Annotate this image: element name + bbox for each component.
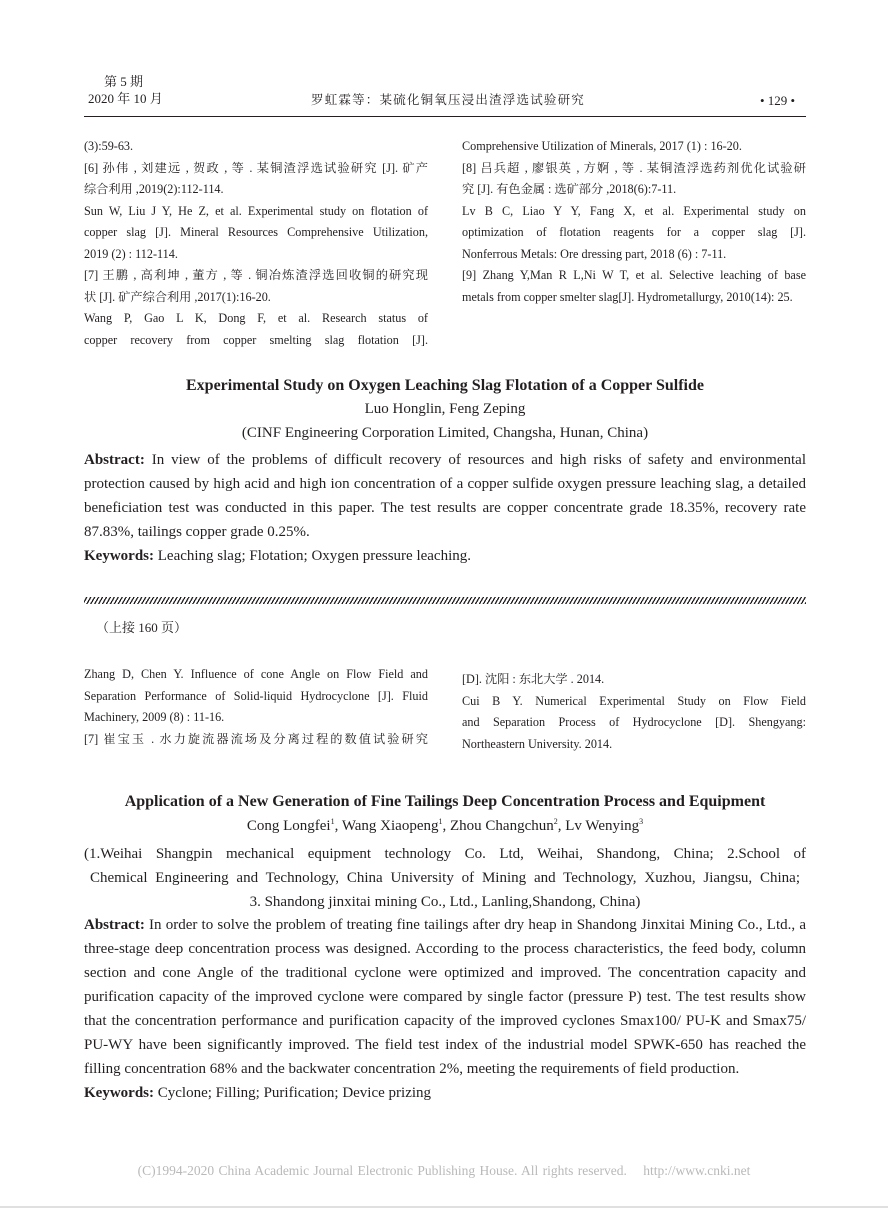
- author-name: Lv Wenying: [565, 818, 640, 834]
- author-affiliation-number: 3: [639, 817, 644, 826]
- page-number: • 129 •: [760, 93, 796, 108]
- reference-line: Lv B C, Liao Y Y, Fang X, et al. Experimental study on: [462, 203, 806, 218]
- reference-line: Nonferrous Metals: Ore dressing part, 2018 (6) : 7-11.: [462, 246, 727, 261]
- reference-line: Comprehensive Utilization of Minerals, 2017 (1) : 16-20.: [462, 139, 742, 153]
- article1-title: Experimental Study on Oxygen Leaching Slag Flotation of a Copper Sulfide: [186, 377, 704, 394]
- references-mid-right-column: [462, 669, 806, 755]
- article2-abstract-block: [84, 913, 806, 1105]
- continued-from-note: （上接 160 页）: [96, 620, 188, 635]
- reference-line: Machinery, 2009 (8) : 11-16.: [84, 710, 225, 724]
- article1-abstract: [84, 448, 806, 544]
- abstract-label: Abstract:: [84, 452, 145, 468]
- keywords-label: Keywords:: [84, 548, 154, 564]
- author-affiliation-number: 1: [330, 817, 335, 826]
- issue-number: 第 5 期: [104, 74, 144, 89]
- abstract-text: In order to solve the problem of treating fine tailings after dry heap in Shandong Jinxitai Mining Co., Ltd., a three-stage deep concentration process was designed. According to the process characteristics, the feed body, column section and cone Angle of the traditional cyclone were optimized and improved. The concentration capacity and purification capacity of the improved cyclone were compared by single factor (pressure P) test. The test results show that the concentration performance and purification capacity of the improved cyclones Smax100/ PU-K and Smax75/ PU-WY have been significantly improved. The field test index of the industrial model SPWK-650 has reached the filling concentration 68% and the backwater concentration 2%, meeting the requirements of field production.: [84, 917, 806, 1077]
- affiliation-line: (1.Weihai Shangpin mechanical equipment technology Co. Ltd, Weihai, Shandong, China; 2.School of: [84, 846, 806, 862]
- reference-line: Cui B Y. Numerical Experimental Study on Flow Field: [462, 693, 806, 708]
- reference-line: Wang P, Gao L K, Dong F, et al. Research status of: [84, 311, 428, 325]
- abstract-label: Abstract:: [84, 917, 145, 933]
- article1-keywords: [84, 544, 806, 568]
- copyright-footer: [0, 1163, 888, 1179]
- reference-line: (3):59-63.: [84, 139, 134, 153]
- reference-line: copper slag [J]. Mineral Resources Comprehensive Utilization,: [84, 225, 428, 239]
- reference-line: metals from copper smelter slag[J]. Hydrometallurgy, 2010(14): 25.: [462, 289, 793, 304]
- reference-line: 状 [J]. 矿产综合利用 ,2017(1):16-20.: [84, 289, 271, 304]
- running-title: 罗虹霖等：某硫化铜氧压浸出渣浮选试验研究: [311, 93, 586, 107]
- reference-line: and Separation Process of Hydrocyclone [D]. Shengyang:: [462, 715, 806, 729]
- reference-line: copper recovery from copper smelting slag flotation [J].: [84, 332, 428, 347]
- reference-line: Zhang D, Chen Y. Influence of cone Angle on Flow Field and: [84, 667, 428, 681]
- reference-line: [6] 孙伟 , 刘建远 , 贺政 , 等 . 某铜渣浮选试验研究 [J]. 矿产: [84, 160, 428, 175]
- abstract-text: In view of the problems of difficult recovery of resources and high risks of safety and environmental protection caused by high acid and high ion concentration of a copper sulfide oxygen pressure leaching slag, a detailed beneficiation test was conducted in this paper. The test results are copper concentrate grade 18.35%, recovery rate 87.83%, tailings copper grade 0.25%.: [84, 452, 806, 540]
- reference-line: 综合利用 ,2019(2):112-114.: [84, 182, 224, 196]
- keywords-text: Cyclone; Filling; Purification; Device prizing: [154, 1085, 432, 1101]
- references-mid-left-column: [84, 664, 428, 750]
- keywords-text: Leaching slag; Flotation; Oxygen pressure leaching.: [154, 548, 471, 564]
- reference-line: [7] 崔宝玉 . 水力旋流器流场及分离过程的数值试验研究: [84, 731, 428, 746]
- header-rule: [84, 116, 806, 117]
- reference-line: [D]. 沈阳 : 东北大学 . 2014.: [462, 672, 605, 686]
- article1-affiliation: (CINF Engineering Corporation Limited, Changsha, Hunan, China): [241, 425, 649, 441]
- affiliation-line: 3. Shandong jinxitai mining Co., Ltd., Lanling,Shandong, China): [249, 894, 641, 910]
- hatched-separator: [84, 597, 806, 604]
- author-affiliation-number: 1: [438, 817, 443, 826]
- article2-affiliation: [84, 842, 806, 914]
- references-left-column: [84, 136, 428, 351]
- reference-line: [9] Zhang Y,Man R L,Ni W T, et al. Selective leaching of base: [462, 268, 806, 282]
- copyright-text: (C)1994-2020 China Academic Journal Electronic Publishing House. All rights reserved.: [137, 1163, 627, 1178]
- author-separator: ,: [442, 818, 450, 834]
- article1-authors: Luo Honglin, Feng Zeping: [364, 401, 526, 417]
- issue-date: 2020 年 10 月: [88, 91, 163, 106]
- bottom-border: [0, 1206, 888, 1208]
- affiliation-line: Chemical Engineering and Technology, China University of Mining and Technology, Xuzhou, Jiangsu, China;: [90, 870, 800, 886]
- reference-line: 2019 (2) : 112-114.: [84, 246, 178, 261]
- author-affiliation-number: 2: [553, 817, 558, 826]
- references-right-column: [462, 136, 806, 308]
- reference-line: [8] 吕兵超 , 廖银英 , 方婀 , 等 . 某铜渣浮选药剂优化试验研: [462, 160, 806, 175]
- article2-abstract: [84, 913, 806, 1081]
- author-name: Wang Xiaopeng: [341, 818, 439, 834]
- author-name: Cong Longfei: [246, 818, 331, 834]
- reference-line: [7] 王鹏 , 高利坤 , 董方 , 等 . 铜冶炼渣浮选回收铜的研究现: [84, 268, 428, 282]
- article2-title: Application of a New Generation of Fine Tailings Deep Concentration Process and Equipment: [124, 793, 766, 810]
- article1-abstract-block: [84, 448, 806, 568]
- reference-line: Separation Performance of Solid-liquid Hydrocyclone [J]. Fluid: [84, 688, 428, 703]
- author-separator: ,: [557, 818, 566, 834]
- keywords-label: Keywords:: [84, 1085, 154, 1101]
- article2-authors: [84, 818, 806, 835]
- reference-line: optimization of flotation reagents for a copper slag [J].: [462, 225, 806, 239]
- reference-line: Sun W, Liu J Y, He Z, et al. Experimental study on flotation of: [84, 203, 428, 218]
- article2-keywords: [84, 1081, 806, 1105]
- author-separator: ,: [334, 818, 342, 834]
- reference-line: 究 [J]. 有色金属 : 选矿部分 ,2018(6):7-11.: [462, 182, 677, 196]
- cnki-url[interactable]: http://www.cnki.net: [643, 1163, 751, 1178]
- reference-line: Northeastern University. 2014.: [462, 736, 613, 751]
- author-name: Zhou Changchun: [450, 818, 554, 834]
